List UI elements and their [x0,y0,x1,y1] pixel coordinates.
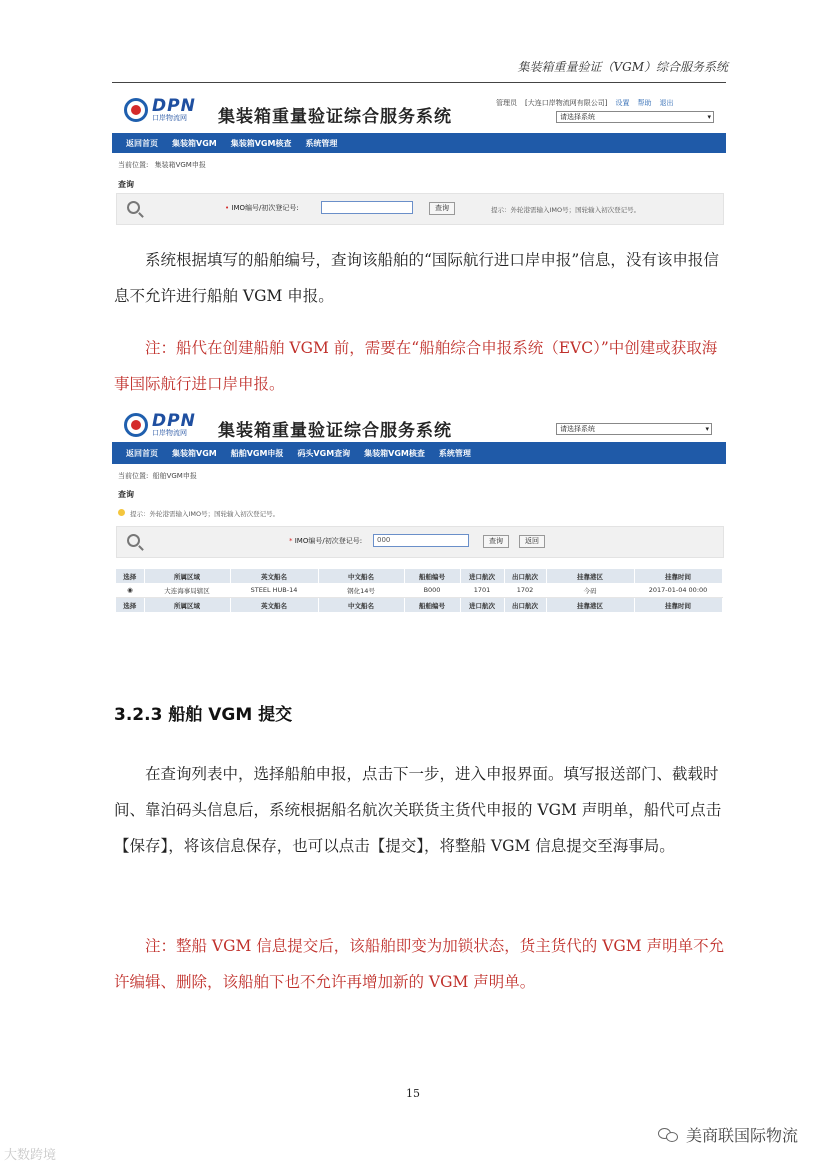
settings-link[interactable]: 设置 [615,99,630,107]
system-select-value: 请选择系统 [560,425,595,433]
search-icon [127,201,140,214]
main-nav [112,133,726,153]
cell-chinese-name: 钢化14号 [318,583,404,598]
main-nav [112,442,726,464]
logo-text: DPN [152,411,196,431]
wechat-icon [658,1127,680,1143]
col-select: 选择 [116,598,144,613]
col-berth-area: 挂靠港区 [546,569,634,583]
required-marker: * [289,537,293,545]
running-header: 集装箱重量验证（VGM）综合服务系统 [517,60,728,74]
col-region: 所属区域 [144,569,230,583]
nav-vessel-vgm-declare[interactable]: 船舶VGM申报 [230,448,284,458]
watermark-right-text: 美商联国际物流 [685,1126,798,1145]
row-radio[interactable]: ◉ [116,583,144,598]
nav-home[interactable]: 返回首页 [126,448,158,458]
col-berth-time: 挂靠时间 [634,569,722,583]
imo-field-label: • IMO编号/初次登记号: [225,204,299,212]
system-select-value: 请选择系统 [560,113,595,121]
col-region: 所属区域 [144,598,230,613]
table-row[interactable] [116,583,722,598]
dpn-logo [124,98,196,122]
paragraph-submit-explanation: 在查询列表中，选择船舶申报，点击下一步，进入申报界面。填写报送部门、截载时间、靠泊码头信息后，系统根据船名航次关联货主货代申报的 VGM 声明单，船代可点击【保存】，将该信息保存，也可以点击【提交】，将整船 VGM 信息提交至海事局。 [114,765,722,855]
nav-system-admin[interactable]: 系统管理 [305,138,338,148]
query-button[interactable]: 查询 [429,202,455,215]
note-lock-state: 注：整船 VGM 信息提交后，该船舶即变为加锁状态，货主货代的 VGM 声明单不允许编辑、删除，该船舶下也不允许再增加新的 VGM 声明单。 [114,937,725,991]
logo-mark-icon [124,413,148,437]
system-title: 集装箱重量验证综合服务系统 [218,421,452,441]
col-select: 选择 [116,569,144,583]
hint-text: 提示：外轮港需输入IMO号；国轮输入初次登记号。 [130,510,280,518]
logout-link[interactable]: 退出 [659,99,674,107]
logo-subtext: 口岸物流网 [152,114,187,122]
breadcrumb-current: 船舶VGM申报 [152,472,197,480]
chevron-down-icon: ▾ [705,425,709,433]
system-title: 集装箱重量验证综合服务系统 [218,107,452,127]
cell-berth-time: 2017-01-04 00:00 [634,583,722,598]
cell-export-voyage: 1702 [504,583,546,598]
query-panel [116,193,724,225]
section-title: 查询 [118,490,134,499]
lightbulb-icon [118,509,125,516]
help-link[interactable]: 帮助 [637,99,652,107]
logo-subtext: 口岸物流网 [152,429,187,437]
breadcrumb-current: 集装箱VGM申报 [154,161,206,169]
watermark-right [658,1123,798,1146]
logo-text: DPN [152,96,196,116]
nav-container-vgm-check[interactable]: 集装箱VGM核查 [364,448,425,458]
nav-container-vgm[interactable]: 集装箱VGM [172,138,217,148]
required-marker: • [225,204,230,212]
note-evc: 注：船代在创建船舶 VGM 前，需要在“船舶综合申报系统（EVC）”中创建或获取海事国际航行进口岸申报。 [114,339,718,393]
breadcrumb [118,471,197,481]
user-role: 管理员 [496,99,517,107]
col-chinese-name: 中文船名 [318,569,404,583]
breadcrumb-prefix: 当前位置: [118,472,149,480]
imo-input[interactable] [321,201,413,214]
cell-import-voyage: 1701 [460,583,504,598]
nav-container-vgm[interactable]: 集装箱VGM [172,448,217,458]
cell-english-name: STEEL HUB-14 [230,583,318,598]
nav-system-admin[interactable]: 系统管理 [438,448,471,458]
col-chinese-name: 中文船名 [318,598,404,613]
table-footer-row [116,598,722,613]
query-panel [116,526,724,558]
nav-terminal-vgm-query[interactable]: 码头VGM查询 [297,448,351,458]
col-export-voyage: 出口航次 [504,569,546,583]
col-import-voyage: 进口航次 [460,598,504,613]
watermark-left: 大数跨境 [4,1148,57,1163]
screenshot-vessel-vgm [112,405,726,627]
paragraph-query-explanation: 系统根据填写的船舶编号，查询该船舶的“国际航行进口岸申报”信息，没有该申报信息不允许进行船舶 VGM 申报。 [114,251,719,305]
imo-field-label: * IMO编号/初次登记号: [289,537,363,545]
query-button[interactable]: 查询 [483,535,509,548]
dpn-logo [124,413,196,437]
nav-container-vgm-check[interactable]: 集装箱VGM核查 [230,138,292,148]
system-select[interactable] [556,423,712,435]
imo-input[interactable] [373,534,469,547]
page-number: 15 [406,1087,420,1100]
logo-mark-icon [124,98,148,122]
search-icon [127,534,140,547]
back-button[interactable]: 返回 [519,535,545,548]
cell-vessel-id: B000 [404,583,460,598]
imo-input-value: 000 [377,536,391,544]
top-links [496,98,673,108]
col-english-name: 英文船名 [230,569,318,583]
chevron-down-icon: ▾ [707,113,711,121]
col-vessel-id: 船舶编号 [404,569,460,583]
system-select[interactable] [556,111,714,123]
col-import-voyage: 进口航次 [460,569,504,583]
vessel-table [116,569,723,612]
col-export-voyage: 出口航次 [504,598,546,613]
breadcrumb [118,160,206,170]
hint-text: 提示：外轮港需输入IMO号；国轮输入初次登记号。 [491,206,641,214]
table-header-row [116,569,722,583]
cell-berth-area: 今码 [546,583,634,598]
screenshot-query-vgm [112,90,726,232]
header-rule [112,82,726,83]
nav-home[interactable]: 返回首页 [126,138,158,148]
cell-region: 大连海事局辖区 [144,583,230,598]
col-vessel-id: 船舶编号 [404,598,460,613]
section-heading: 3.2.3 船舶 VGM 提交 [114,705,293,725]
col-english-name: 英文船名 [230,598,318,613]
company-name: [大连口岸物流网有限公司] [525,99,608,107]
col-berth-area: 挂靠港区 [546,598,634,613]
col-berth-time: 挂靠时间 [634,598,722,613]
breadcrumb-prefix: 当前位置: [118,161,149,169]
section-title: 查询 [118,180,134,189]
